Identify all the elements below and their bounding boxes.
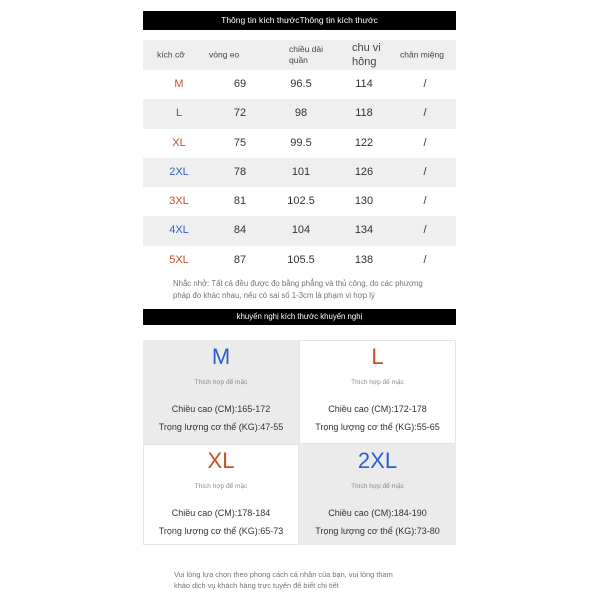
waist-value: 81 (233, 195, 247, 208)
recommendation-title: khuyến nghị kích thước khuyến nghị (236, 312, 363, 321)
size-recommendation-grid (143, 340, 456, 545)
hip-value: 134 (354, 224, 374, 237)
height-range: Chiều cao (CM):165-172 (171, 404, 271, 414)
hip-value: 138 (354, 253, 374, 266)
hem-value: / (423, 165, 427, 178)
waist-value: 84 (233, 224, 247, 237)
table-row (143, 99, 456, 128)
table-row (143, 216, 456, 245)
size-label: 5XL (169, 253, 189, 266)
hem-value: / (423, 253, 427, 266)
hip-value: 118 (355, 107, 373, 120)
height-range: Chiều cao (CM):178-184 (171, 508, 271, 518)
size-label: L (175, 107, 183, 120)
column-header-size: kích cỡ (157, 49, 185, 60)
size-table (143, 40, 456, 275)
waist-value: 87 (233, 253, 247, 266)
recommendation-header-bar (143, 309, 456, 325)
hem-value: / (423, 195, 427, 208)
table-row (143, 246, 456, 275)
column-header-hem: chân miệng (400, 49, 444, 60)
weight-range: Trọng lượng cơ thể (KG):73-80 (315, 526, 440, 536)
hem-value: / (423, 136, 427, 149)
fit-caption: Thích hợp để mặc (351, 379, 404, 386)
length-value: 99.5 (290, 136, 312, 149)
length-value: 104 (291, 224, 311, 237)
table-row (143, 129, 456, 158)
fit-caption: Thích hợp để mặc (194, 483, 248, 490)
length-value: 96.5 (290, 78, 312, 90)
waist-value: 69 (233, 78, 247, 90)
size-label: 2XL (169, 165, 189, 178)
footer-line: Vui lòng lựa chọn theo phong cách cá nhân của bạn, vui lòng tham (174, 570, 393, 579)
height-range: Chiều cao (CM):172-178 (328, 404, 427, 414)
measurement-note (173, 278, 423, 302)
table-row (143, 158, 456, 187)
fit-caption: Thích hợp để mặc (351, 483, 404, 490)
column-header-length: chiều dài quần (289, 44, 324, 65)
size-info-header-bar (143, 11, 456, 30)
fit-caption: Thích hợp để mặc (194, 379, 248, 386)
size-label: 3XL (169, 195, 189, 208)
weight-range: Trọng lượng cơ thể (KG):55-65 (315, 422, 440, 432)
weight-range: Trọng lượng cơ thể (KG):65-73 (158, 526, 284, 536)
note-line: pháp đo khác nhau, nếu có sai số 1-3cm là phạm vi hợp lý (173, 291, 375, 300)
hip-value: 126 (354, 165, 374, 178)
table-row (143, 70, 456, 99)
length-value: 105.5 (287, 253, 315, 266)
recommended-size-label: XL (207, 448, 235, 473)
length-value: 101 (291, 165, 311, 178)
note-line: Nhắc nhở: Tất cả đều được đo bằng phẳng và thủ công, do các phương (173, 279, 423, 288)
hem-value: / (423, 224, 427, 237)
footer-note (174, 569, 393, 591)
size-info-title: Thông tin kích thướcThông tin kích thước (221, 15, 378, 25)
recommended-size-label: L (371, 344, 384, 369)
size-label: XL (172, 136, 186, 149)
hip-value: 114 (355, 78, 373, 90)
column-header-waist: vòng eo (209, 49, 240, 60)
hem-value: / (423, 78, 427, 90)
height-range: Chiều cao (CM):184-190 (328, 508, 427, 518)
waist-value: 72 (233, 107, 247, 120)
footer-line: khảo dịch vụ khách hàng trực tuyến để biết chi tiết (174, 581, 339, 590)
recommended-size-label: M (211, 344, 231, 369)
recommendation-card-2xl (299, 444, 456, 545)
waist-value: 78 (233, 165, 247, 178)
waist-value: 75 (233, 136, 247, 149)
recommendation-card-m (143, 340, 299, 444)
hip-value: 122 (354, 136, 374, 149)
length-value: 102.5 (287, 195, 315, 208)
recommendation-card-l (299, 340, 456, 444)
table-header-row (143, 40, 456, 70)
length-value: 98 (294, 107, 308, 120)
size-label: M (174, 78, 184, 90)
table-row (143, 187, 456, 216)
weight-range: Trọng lượng cơ thể (KG):47-55 (158, 422, 284, 432)
hem-value: / (423, 107, 427, 120)
size-label: 4XL (169, 224, 189, 237)
recommendation-card-xl (143, 444, 299, 545)
hip-value: 130 (354, 195, 374, 208)
column-header-hip: chu vi hông (352, 42, 381, 68)
recommended-size-label: 2XL (357, 448, 398, 473)
